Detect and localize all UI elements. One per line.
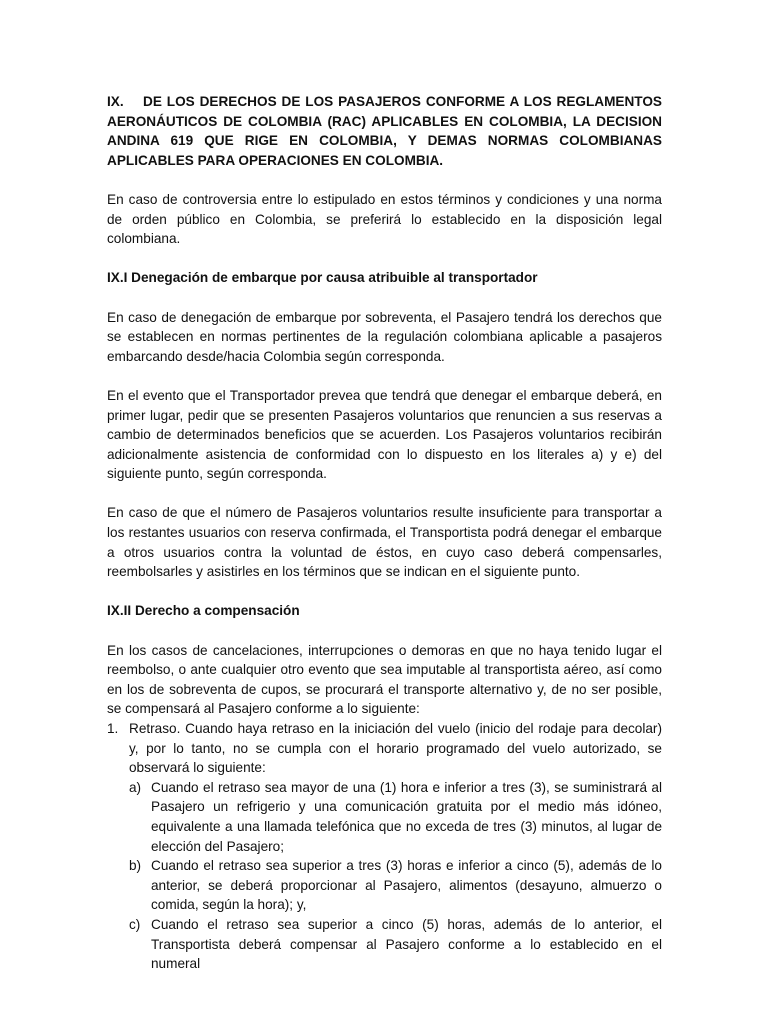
section-title [107, 92, 662, 170]
list-item-text: Retraso. Cuando haya retraso en la iniciación del vuelo (inicio del rodaje para decolar) y, por lo tanto, no se cumpla con el horario programado del vuelo autorizado, se observará lo siguiente: [129, 721, 662, 776]
section-number: IX. [107, 94, 124, 109]
list-marker: a) [129, 779, 142, 795]
intro-paragraph: En caso de controversia entre lo estipulado en estos términos y condiciones y una norma de orden público en Colombia, se preferirá lo establecido en la disposición legal colombiana. [107, 191, 662, 247]
numbered-list [107, 719, 662, 974]
list-marker: 1. [107, 721, 119, 736]
list-subitem-text: Cuando el retraso sea superior a cinco (5) horas, además de lo anterior, el Transportista deberá compensar al Pasajero conforme a lo establecido en el numeral [151, 916, 662, 972]
list-subitem-c [129, 915, 662, 974]
list-marker: b) [129, 858, 142, 874]
list-subitem-b [129, 856, 662, 915]
paragraph-denegacion-1: En caso de denegación de embarque por sobreventa, el Pasajero tendrá los derechos que se establecen en normas pertinentes de la regulación colombiana aplicable a pasajeros embarcando desde/hacia Colombia según corresponda. [107, 309, 662, 364]
section-title-text: DE LOS DERECHOS DE LOS PASAJEROS CONFORME A LOS REGLAMENTOS AERONÁUTICOS DE COLOMBIA (RAC) APLICABLES EN COLOMBIA, LA DECISION ANDINA 619 QUE RIGE EN COLOMBIA, Y DEMAS NORMAS COLOMBIANAS APLICABLES PARA OPERACIONES EN COLOMBIA. [107, 94, 662, 168]
paragraph-denegacion-2: En el evento que el Transportador prevea que tendrá que denegar el embarque deberá, en primer lugar, pedir que se presenten Pasajeros voluntarios que renuncien a sus reservas a cambio de determinados beneficios que se acuerden. Los Pasajeros voluntarios recibirán adicionalmente asistencia de conformidad con lo dispuesto en los literales a) y e) del siguiente punto, según corresponda. [107, 387, 662, 482]
paragraph-denegacion-3: En caso de que el número de Pasajeros voluntarios resulte insuficiente para transportar a los restantes usuarios con reserva confirmada, el Transportista podrá denegar el embarque a otros usuarios contra la voluntad de éstos, en cuyo caso deberá compensarles, reembolsarles y asistirles en los términos que se indican en el siguiente punto. [107, 505, 662, 580]
lettered-list [129, 778, 662, 974]
list-marker: c) [129, 916, 141, 932]
list-item-retraso [107, 719, 662, 974]
list-subitem-text: Cuando el retraso sea mayor de una (1) hora e inferior a tres (3), se suministrará al Pasajero un refrigerio y una comunicación gratuita por el medio más idóneo, equivalente a una llamada telefónica que no exceda de tres (3) minutos, al lugar de elección del Pasajero; [151, 779, 662, 854]
subsection-heading-denegacion: IX.I Denegación de embarque por causa atribuible al transportador [107, 270, 538, 286]
subsection-heading-compensacion: IX.II Derecho a compensación [107, 603, 300, 619]
paragraph-compensacion-intro: En los casos de cancelaciones, interrupciones o demoras en que no haya tenido lugar el reembolso, o ante cualquier otro evento que sea imputable al transportista aéreo, así como en los de sobreventa de cupos, se procurará el transporte alternativo y, de no ser posible, se compensará al Pasajero conforme a lo siguiente: [107, 642, 662, 717]
list-subitem-a [129, 778, 662, 856]
list-subitem-text: Cuando el retraso sea superior a tres (3) horas e inferior a cinco (5), además de lo anterior, se deberá proporcionar al Pasajero, alimentos (desayuno, almuerzo o comida, según la hora); y, [151, 858, 662, 913]
